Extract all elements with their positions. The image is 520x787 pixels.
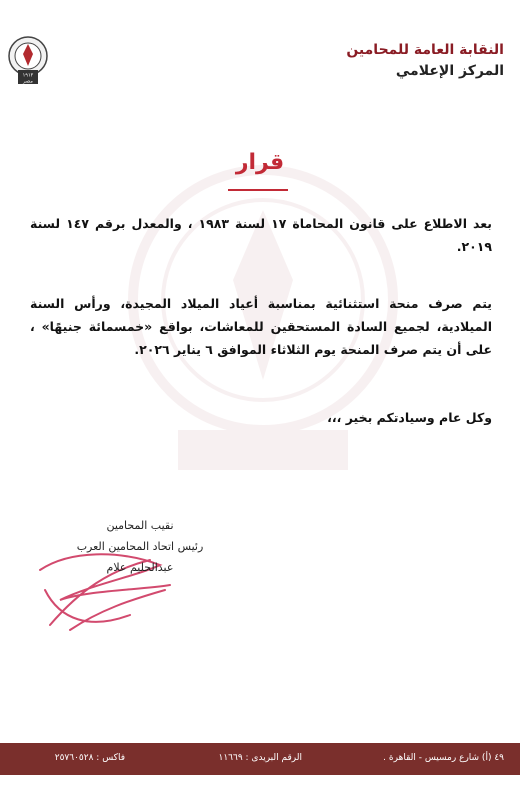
signatory-role: رئيس اتحاد المحامين العرب xyxy=(76,540,204,553)
logo-country: مصر xyxy=(23,78,33,85)
signatory-title: نقيب المحامين xyxy=(106,519,174,532)
signatory-block xyxy=(65,515,215,578)
syndicate-logo xyxy=(6,34,50,86)
paragraph-decision: يتم صرف منحة استثنائية بمناسبة أعياد الميلاد المجيدة، ورأس السنة الميلادية، لجميع السادة المستحقين للمعاشات، بواقع «خمسمائة جنيهًا» ، على أن يتم صرف المنحة يوم الثلاثاء الموافق ٦ يناير ٢٠٢٦. xyxy=(30,296,492,357)
footer-fax: فاكس : ٢٥٧٦٠٥٢٨ xyxy=(54,753,125,763)
document-title: قرار xyxy=(235,150,285,175)
footer-bar xyxy=(0,743,520,775)
org-subtitle: المركز الإعلامي xyxy=(395,63,504,79)
signatory-name: عبدالحليم علام xyxy=(106,561,174,574)
closing-line: وكل عام وسيادتكم بخير ،،، xyxy=(327,410,492,425)
logo-year: ١٩١٢ xyxy=(22,72,34,79)
letterhead xyxy=(346,40,504,82)
footer-postal-code: الرقم البريدى : ١١٦٦٩ xyxy=(218,753,302,763)
title-underline xyxy=(228,189,288,191)
paragraph-reference: بعد الاطلاع على قانون المحاماة ١٧ لسنة ١٩٨٣ ، والمعدل برقم ١٤٧ لسنة ٢٠١٩. xyxy=(30,216,492,254)
org-name: النقابة العامة للمحامين xyxy=(346,42,504,58)
footer-address: ٤٩ (أ) شارع رمسيس - القاهرة . xyxy=(383,753,504,763)
